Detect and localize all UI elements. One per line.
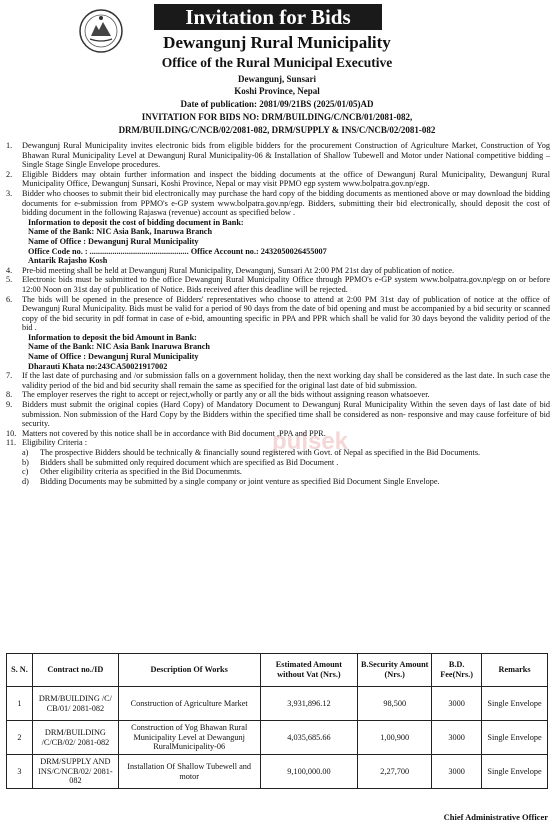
table-cell: 1 <box>7 687 33 721</box>
table-cell: 98,500 <box>358 687 432 721</box>
column-header: B.D. Fee(Nrs.) <box>432 654 482 687</box>
table-cell: Single Envelope <box>482 687 548 721</box>
table-row <box>7 755 548 789</box>
criteria-item: d) Bidding Documents may be submitted by a single company or joint venture as specified Bid Document Single Envelope. <box>22 476 440 486</box>
column-header: S. N. <box>7 654 33 687</box>
list-item: 10. Matters not covered by this notice shall be in accordance with Bid document ,PPA and PPR. <box>6 428 326 438</box>
list-item: 11. Eligibility Criteria : <box>6 438 88 448</box>
address-line-2: Koshi Province, Nepal <box>234 86 320 96</box>
table-row <box>7 721 548 755</box>
column-header: Remarks <box>482 654 548 687</box>
bank-name: Name of the Bank: NIC Asia Bank Inaruwa Branch <box>28 342 210 352</box>
bid-numbers-line-1: INVITATION FOR BIDS NO: DRM/BUILDING/C/NCB/01/2081-082, <box>141 112 413 122</box>
table-row <box>7 687 548 721</box>
list-item: 7. If the last date of purchasing and /or submission falls on a government holiday, then the next working day shall be considered as the last date. In such case the validity period of the bid and bid security shall remain the same as specified for the original last date of bid submission. <box>6 371 550 390</box>
bank-name: Name of the Bank: NIC Asia Bank, Inaruwa Branch <box>28 227 213 237</box>
bank-office-code: Office Code no. : ................................................ Office Account no.: 2432050026455007 <box>28 246 327 256</box>
table-cell: 9,100,000.00 <box>260 755 358 789</box>
list-item: 4. Pre-bid meeting shall be held at Dewangunj Rural Municipality, Dewangunj, Sunsari At 2:00 PM 21st day of publication of notice. <box>6 265 455 275</box>
dharauti-khata: Dharauti Khata no:243CA50021917002 <box>28 361 168 371</box>
table-cell: Single Envelope <box>482 721 548 755</box>
signature-title: Chief Administrative Officer <box>443 812 548 822</box>
table-cell: 2 <box>7 721 33 755</box>
municipality-name: Dewangunj Rural Municipality <box>163 33 391 52</box>
bank-office-name: Name of Office : Dewangunj Rural Municipality <box>28 236 199 246</box>
column-header: B.Security Amount (Nrs.) <box>358 654 432 687</box>
column-header: Description Of Works <box>118 654 260 687</box>
bank-office-name: Name of Office : Dewangunj Rural Municipality <box>28 352 199 362</box>
bank-kosh: Antarik Rajasho Kosh <box>28 256 108 266</box>
list-item: 9. Bidders must submit the original copies (Hard Copy) of Mandatory Document to Dewangunj Rural Municipality Within the seven days of last date of bid submission. Non submission of the Hard Copy by the Bidders within the specified time shall be considered as non- responsive and may cause forfeiture of bid security. <box>6 400 550 429</box>
invitation-banner: Invitation for Bids <box>154 4 382 30</box>
criteria-item: c) Other eligibility criteria as specified in the Bid Documenmts. <box>22 467 242 477</box>
column-header: Contract no./ID <box>32 654 118 687</box>
table-cell: Installation Of Shallow Tubewell and motor <box>118 755 260 789</box>
criteria-item: a) The prospective Bidders should be technically & financially sound registered with Govt. of Nepal as specified in the Bid Documents. <box>22 448 481 457</box>
table-cell: 3 <box>7 755 33 789</box>
column-header: Estimated Amount without Vat (Nrs.) <box>260 654 358 687</box>
address-line-1: Dewangunj, Sunsari <box>237 74 317 84</box>
table-cell: 4,035,685.66 <box>260 721 358 755</box>
table-cell: DRM/BUILDING /C/ CB/01/ 2081-082 <box>32 687 118 721</box>
table-cell: 2,27,700 <box>358 755 432 789</box>
table-cell: Construction of Yog Bhawan Rural Municipality Level at Dewangunj RuralMunicipality-06 <box>118 721 260 755</box>
list-item: 8. The employer reserves the right to accept or reject,wholly or partly any or all the bids without assigning reason whatsoever. <box>6 390 430 400</box>
list-item: 5. Electronic bids must be submitted to the office Dewangunj Rural Municipality Office through PPMO's e-GP system www.bolpatra.gov.np/egp on or before 12:00 Noon on 31st day of publication of Notice. Bids received after this deadline will be rejected. <box>6 275 550 294</box>
contracts-table <box>6 653 548 789</box>
criteria-item: b) Bidders shall be submitted only required document which are specified as Bid Document . <box>22 457 339 467</box>
bid-amount-info-title: Information to deposit the bid Amount in Bank: <box>28 332 197 342</box>
table-cell: 3,931,896.12 <box>260 687 358 721</box>
notice-body <box>6 141 550 486</box>
table-header-row <box>7 654 548 687</box>
publication-date: Date of publication: 2081/09/21BS (2025/01/05)AD <box>180 99 374 109</box>
list-item: 1. Dewangunj Rural Municipality invites electronic bids from eligible bidders for the procurement Construction of Agriculture Market, Construction of Yog Bhawan Rural Municipality Level at Dewangunj Rural Municipality-06 & Installation of Shallow Tubewell and Motor under National competitive bidding – Single Stage Single Envelope procedures. <box>6 141 550 170</box>
table-cell: Construction of Agriculture Market <box>118 687 260 721</box>
list-item: 3. Bidder who chooses to submit their bid electronically may purchase the hard copy of the bidding documents as mentioned above or may download the bidding documents for e-submission from PPMO's e-GP system www.bolpatra.gov.np/egp. Bidders, submitting their bid electronically, should deposit the cost of bidding document in the following Rajaswa (revenue) account as specified below . <box>6 188 550 218</box>
table-cell: Single Envelope <box>482 755 548 789</box>
list-item: 2. Eligible Bidders may obtain further information and inspect the bidding documents at the office of Dewangunj Rural Municipality, Dewangunj Rural Municipality Office, Dewangunj Sunsari, Koshi Province, Nepal or may visit PPMO egp system www.bolpatra.gov.np/egp. <box>6 169 550 189</box>
bid-numbers-line-2: DRM/BUILDING/C/NCB/02/2081-082, DRM/SUPPLY & INS/C/NCB/02/2081-082 <box>118 125 436 135</box>
bank-info-title: Information to deposit the cost of bidding document in Bank: <box>28 217 244 227</box>
list-item: 6. The bids will be opened in the presence of Bidders' representatives who choose to attend at 2:00 PM 31st day of publication of notice at the office of Dewangunj Rural Municipality. Bids must be valid for a period of 90 days from the date of bid opening and must be accompanied by a bid security or scanned copy of the bid security in pdf format in case of e-bid, amounting specific in PPA and PPR which shall be valid for 30 days beyond the validity period of the bid . <box>6 294 550 333</box>
table-cell: 3000 <box>432 687 482 721</box>
office-name: Office of the Rural Municipal Executive <box>161 55 393 70</box>
watermark: pulsek <box>272 428 349 455</box>
table-cell: DRM/BUILDING /C/CB/02/ 2081-082 <box>32 721 118 755</box>
table-cell: 3000 <box>432 721 482 755</box>
table-cell: 1,00,900 <box>358 721 432 755</box>
table-cell: DRM/SUPPLY AND INS/C/NCB/02/ 2081-082 <box>32 755 118 789</box>
table-cell: 3000 <box>432 755 482 789</box>
